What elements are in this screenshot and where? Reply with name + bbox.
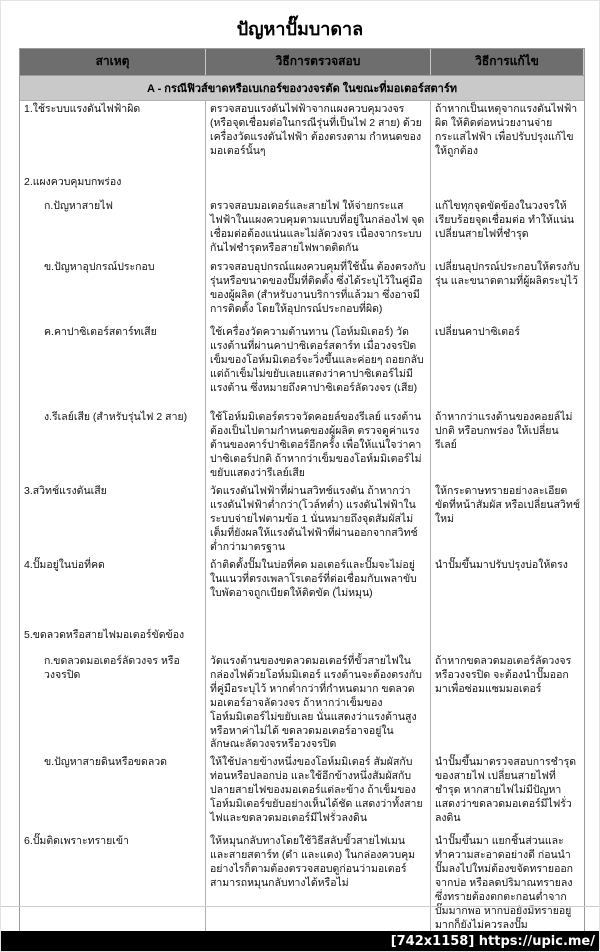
section-a-row: A - กรณีฟิวส์ขาดหรือเบเกอร์ของวงจรตัด ในขณะที่มอเตอร์สตาร์ท bbox=[20, 76, 584, 101]
fix-cell: เปลี่ยนคาปาซิเตอร์ bbox=[435, 326, 520, 338]
cause-cell: 2.แผงควบคุมบกพร่อง bbox=[20, 174, 206, 198]
table-row bbox=[20, 627, 584, 653]
page-bottom-divider bbox=[1, 906, 600, 907]
cause-cell: ค.คาปาซิเตอร์สตาร์ทเสีย bbox=[20, 324, 206, 409]
fix-cell: เปลี่ยนอุปกรณ์ประกอบให้ตรงกับรุ่น และขนาดตามที่ผู้ผลิตระบุไว้ bbox=[435, 261, 580, 287]
cause-cell: ก.ปัญหาสายไฟ bbox=[20, 198, 206, 259]
check-cell: ใช้เครื่องวัดความต้านทาน (โอห์มมิเตอร์) วัดแรงต้านที่ผ่านคาปาซิเตอร์สตาร์ท เมื่อวงจรปิดเข็มของโอห์มมิเตอร์จะวิ่งขึ้นและค่อยๆ ถอยกลับ แต่ถ้าเข็มไม่ขยับเลยแสดงว่าคาปาซิเตอร์ไม่มีแรงต้าน ซึ่งหมายถึงคาปาซิเตอร์ลัดวงจร (เสีย) bbox=[206, 324, 431, 409]
table-row bbox=[20, 101, 584, 174]
table-row bbox=[20, 324, 584, 409]
page-title: ปัญหาปั๊มบาดาล bbox=[236, 19, 364, 39]
table-row bbox=[20, 557, 584, 627]
table-row bbox=[20, 174, 584, 198]
header-check: วิธีการตรวจสอบ bbox=[206, 49, 431, 75]
cause-cell: ง.รีเลย์เสีย (สำหรับรุ่นไฟ 2 สาย) bbox=[20, 409, 206, 483]
cause-cell: ข.ปัญหาอุปกรณ์ประกอบ bbox=[20, 259, 206, 324]
table-row bbox=[20, 653, 584, 755]
check-cell: ใช้โอห์มมิเตอร์ตรวจวัดคอยล์ของรีเลย์ แรงต้านต้องเป็นไปตามกำหนดของผู้ผลิต ตรวจดูค่าแรงต้านของคาร์ปาซิเตอร์อีกครั้ง เพื่อให้แน่ใจว่าคาปาซิเตอร์ปกติ ถ้าหากว่าเข็มของโอห์มมิเตอร์ไม่ขยับแสดงว่ารีเลย์เสีย bbox=[206, 409, 431, 483]
table-header-row bbox=[20, 49, 584, 76]
table-row bbox=[20, 198, 584, 259]
fix-cell: นำปั๊มขึ้นมาตรวจสอบการชำรุดของสายไฟ เปลี่ยนสายไฟที่ชำรุด หากสายไฟไม่มีปัญหา แสดงว่าขดลวดมอเตอร์มีไฟรั่วลงดิน bbox=[435, 756, 577, 825]
fix-cell bbox=[431, 627, 584, 653]
fix-cell: ถ้าหากว่าแรงต้านของคอยล์ไม่ปกติ หรือบกพร่อง ให้เปลี่ยนรีเลย์ bbox=[435, 411, 573, 451]
watermark-bar bbox=[1, 931, 600, 951]
table-row bbox=[20, 409, 584, 483]
cause-cell: 6.ปั๊มติดเพราะทรายเข้า bbox=[20, 833, 206, 935]
cause-cell: ข.ปัญหาสายดินหรือขดลวด bbox=[20, 754, 206, 833]
problem-table bbox=[19, 48, 585, 936]
table-row bbox=[20, 259, 584, 324]
table-row bbox=[20, 754, 584, 833]
header-fix: วิธีการแก้ไข bbox=[431, 49, 584, 75]
check-cell: ให้ใช้ปลายข้างหนึ่งของโอห์มมิเตอร์ สัมผัสกับท่อนหรือปลอกบ่อ และใช้อีกข้างหนึ่งสัมผัสกับปลายสายไฟของมอเตอร์แต่ละข้าง ถ้าเข็มของโอห์มมิเตอร์ขยับอย่างเห็นได้ชัด แสดงว่าทั้งสายไฟและขดลวดมอเตอร์มีไฟรั่วลงดิน bbox=[206, 754, 431, 833]
fix-cell: ให้กระดาษทรายอย่างละเอียดขัดที่หน้าสัมผัส หรือเปลี่ยนสวิทช์ใหม่ bbox=[435, 485, 580, 525]
check-cell: ถ้าติดตั้งปั๊มในบ่อที่คด มอเตอร์และปั๊มจะไม่อยู่ในแนวที่ตรงเพลาโรเตอร์ที่ต่อเชื่อมกับเพลาขับใบพัดอาจถูกเบียดให้ติดขัด (ไม่หมุน) bbox=[206, 557, 431, 627]
cause-cell: 4.ปั๊มอยู่ในบ่อที่คด bbox=[20, 557, 206, 627]
cause-cell: 5.ขดลวดหรือสายไฟมอเตอร์ขัดข้อง bbox=[20, 627, 206, 653]
header-cause: สาเหตุ bbox=[20, 49, 206, 75]
check-cell: วัดแรงต้านของขดลวดมอเตอร์ที่ขั้วสายไฟในกล่องไฟด้วยโอห์มมิเตอร์ แรงต้านจะต้องตรงกับที่คู่มือระบุไว้ หากต่ำกว่าที่กำหนดมาก ขดลวดมอเตอร์อาจลัดวงจร ถ้าหากว่าเข็มของโอห์มมิเตอร์ไม่ขยับเลย นั่นแสดงว่าแรงต้านสูงหรือหาค่าไม่ได้ ขดลวดมอเตอร์อาจอยู่ในลักษณะลัดวงจรหรือวงจรปิด bbox=[206, 653, 431, 755]
fix-cell: นำปั๊มขึ้นมา แยกชิ้นส่วนและทำความสะอาดอย่างดี ก่อนนำปั๊มลงไปใหม่ต้องขจัดทรายออกจากบ่อ หรือลดปริมาณทรายลง ซึ่งทรายต้องตกตะกอนต่ำจากปั๊มมากพอ หากบ่อยังมีทรายอยู่มากก็ยังไม่ควรลงปั๊ม bbox=[435, 835, 574, 932]
cause-cell: ก.ขดลวดมอเตอร์ลัดวงจร หรือวงจรปิด bbox=[20, 653, 206, 755]
check-cell: ตรวจสอบมอเตอร์และสายไฟ ให้จ่ายกระแสไฟฟ้าในแผงควบคุมตามแบบที่อยู่ในกล่องไฟ จุดเชื่อมต่อต้องแน่นและไม่ลัดวงจร เนื่องจากระบบกันไฟชำรุดหรือสายไฟพาดติดกัน bbox=[206, 198, 431, 259]
fix-cell: นำปั๊มขึ้นมาปรับปรุงบ่อให้ตรง bbox=[435, 558, 568, 571]
fix-cell: ถ้าหากเป็นเหตุจากแรงดันไฟฟ้าผิด ให้ติดต่อหน่วยงานจ่ายกระแสไฟฟ้า เพื่อปรับปรุงแก้ไขให้ถูกต้อง bbox=[435, 103, 578, 157]
check-cell: วัดแรงดันไฟฟ้าที่ผ่านสวิทช์แรงดัน ถ้าหากว่าแรงดันไฟฟ้าต่ำกว่า(โวล์ทต่ำ) แรงดันไฟฟ้าในระบบจ่ายไฟตามข้อ 1 นั่นหมายถึงจุดสัมผัสไม่เต็มที่ยังผลให้แรงดันไฟฟ้าที่ผ่านออกจากสวิทช์ต่ำกว่ามาตรฐาน bbox=[206, 483, 431, 557]
check-cell: ตรวจสอบแรงดันไฟฟ้าจากแผงควบคุมวงจร (หรือจุดเชื่อมต่อในกรณีรุ่นที่เป็นไฟ 2 สาย) ด้วยเครื่องวัดแรงดันไฟฟ้า ต้องตรงตาม กำหนดของมอเตอร์นั้นๆ bbox=[206, 101, 431, 174]
fix-cell: แก้ไขทุกจุดขัดข้องในวงจรให้เรียบร้อยจุดเชื่อมต่อ ทำให้แน่น เปลี่ยนสายไฟที่ชำรุด bbox=[435, 200, 575, 240]
check-cell bbox=[206, 627, 431, 653]
fix-cell bbox=[431, 174, 584, 198]
table-row bbox=[20, 833, 584, 935]
check-cell bbox=[206, 174, 431, 198]
table-row bbox=[20, 483, 584, 557]
fix-cell: ถ้าหากขดลวดมอเตอร์ลัดวงจรหรือวงจรปิด จะต้องนำปั๊มออกมาเพื่อซ่อมแซมมอเตอร์ bbox=[435, 654, 572, 695]
check-cell: ตรวจสอบอุปกรณ์แผงควบคุมที่ใช้นั้น ต้องตรงกับรุ่นหรือขนาดของปั๊มที่ติดตั้ง ซึ่งได้ระบุไว้ในคู่มือของผู้ผลิต (สำหรับงานบริการที่แล้วมา ซึ่งอาจมีการติดตั้ง โดยให้อุปกรณ์ประกอบที่ผิด) bbox=[206, 259, 431, 324]
cause-cell: 3.สวิทช์แรงดันเสีย bbox=[20, 483, 206, 557]
cause-cell: 1.ใช้ระบบแรงดันไฟฟ้าผิด bbox=[20, 101, 206, 174]
watermark-text: [742x1158] https://upic.me/ bbox=[390, 933, 595, 949]
check-cell: ให้หมุนกลับทางโดยใช้วิธีสลับขั้วสายไฟเมน และสายสตาร์ท (ดำ และแดง) ในกล่องควบคุม อย่างไรก็ตามต้องตรวจสอบดูก่อนว่ามอเตอร์สามารถหมุนกลับทางได้หรือไม่ bbox=[206, 833, 431, 935]
